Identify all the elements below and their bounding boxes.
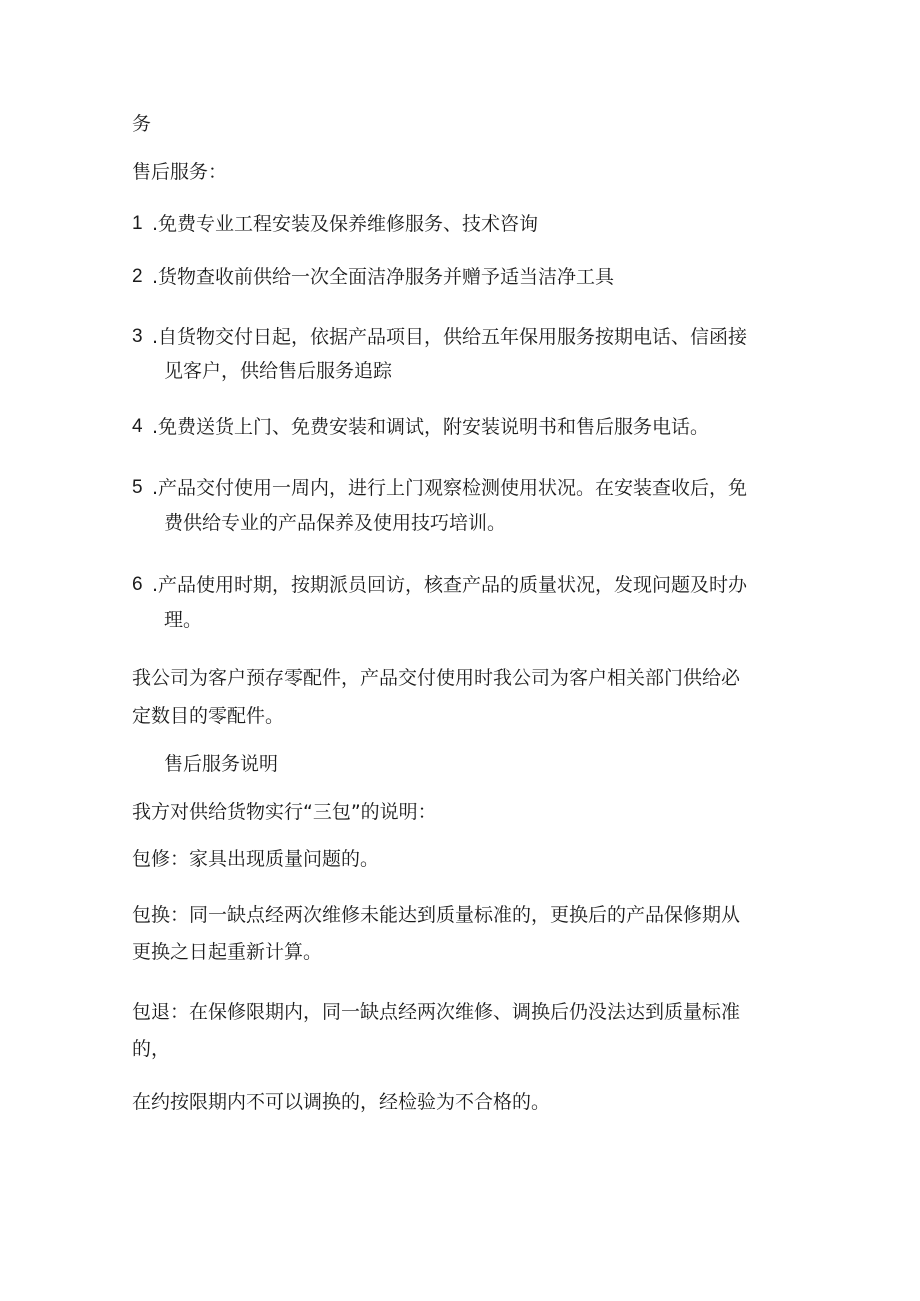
refund-line-2: 的， (132, 1038, 171, 1060)
exchange-line-1: 包换：同一缺点经两次维修未能达到质量标准的，更换后的产品保修期从 (132, 904, 741, 926)
explanation-title: 售后服务说明 (164, 753, 279, 775)
exchange-line-2: 更换之日起重新计算。 (132, 941, 323, 963)
item-line: .产品交付使用一周内，进行上门观察检测使用状况。在安装查收后，免 (152, 477, 748, 499)
item-number: 3 (132, 326, 143, 347)
item-line: .产品使用时期，按期派员回访，核查产品的质量状况，发现问题及时办 (152, 574, 748, 596)
item-line: .自货物交付日起，依据产品项目，供给五年保用服务按期电话、信函接 (152, 326, 748, 348)
item-number: 2 (132, 266, 143, 287)
item-number: 4 (132, 416, 143, 437)
after-sales-heading: 售后服务： (132, 161, 228, 183)
item-number: 6 (132, 574, 143, 595)
item-line: 见客户，供给售后服务追踪 (164, 360, 393, 382)
item-number: 5 (132, 477, 143, 498)
item-line: .免费专业工程安装及保养维修服务、技术咨询 (152, 213, 539, 235)
fragment-text: 务 (132, 113, 152, 135)
item-number: 1 (132, 213, 143, 234)
final-paragraph: 在约按限期内不可以调换的，经检验为不合格的。 (132, 1091, 551, 1113)
refund-line-1: 包退：在保修限期内，同一缺点经两次维修、调换后仍没法达到质量标准 (132, 1001, 741, 1023)
item-line: 费供给专业的产品保养及使用技巧培训。 (164, 512, 507, 534)
item-line: .货物查收前供给一次全面洁净服务并赠予适当洁净工具 (152, 266, 615, 288)
item-line: .免费送货上门、免费安装和调试，附安装说明书和售后服务电话。 (152, 416, 710, 438)
spare-parts-line-1: 我公司为客户预存零配件，产品交付使用时我公司为客户相关部门供给必 (132, 667, 741, 689)
repair-paragraph: 包修：家具出现质量问题的。 (132, 848, 380, 870)
three-guarantees-intro: 我方对供给货物实行“三包”的说明： (132, 801, 437, 823)
item-line: 理。 (164, 609, 203, 631)
spare-parts-line-2: 定数目的零配件。 (132, 705, 285, 727)
